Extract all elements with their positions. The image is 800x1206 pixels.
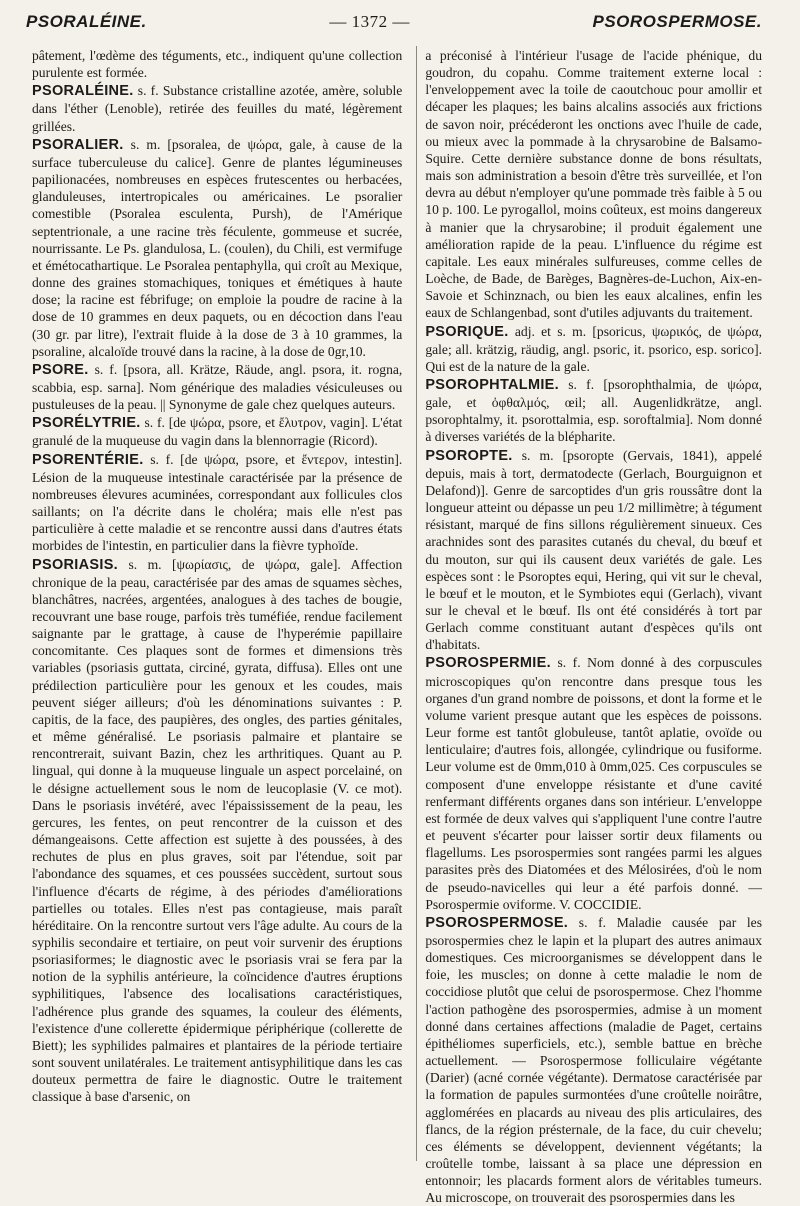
running-head-right: PSOROSPERMOSE. <box>592 12 762 31</box>
entry-text: pâtement, l'œdème des téguments, etc., indiquent qu'une collection purulente est formée. <box>32 48 403 81</box>
entry-text: s. m. [psoropte (Gervais, 1841), appelé depuis, mais à tort, dermatodecte (Gerlach, Bourguignon et Delafond)]. Genre de sarcoptides d'un gris roussâtre dont la longueur atteint ou dépasse un peu 1/2 millimètre; à tégument résistant, marqué de fins sillons régulièrement sinueux. Ces arachnides sont des parasites cutanés du cheval, du bœuf et du mouton, sur qui ils causent deux variétés de gale. Les espèces sont : le Psoroptes equi, Hering, qui vit sur le cheval, le bœuf et le mouton, et le Symbiotes equi (Gerlach), vivant sur le cheval et le bœuf. Ils ont été considérés à tort par Gerlach comme constituant autant d'espèces qu'ils ont d'habitats. <box>425 447 762 653</box>
dictionary-entry <box>32 451 402 555</box>
dictionary-entry <box>425 447 762 654</box>
entry-text: s. m. [psoralea, de ψώρα, gale, à cause de la surface tuberculeuse du calice]. Genre de plantes légumineuses papilionacées, nombreuses en espèces frutescentes ou herbacées, glanduleuses, intertropicales ou américaines. Le psoralier comestible (Psoralea esculenta, Pursh), de l'Amérique septentrionale, a une racine très féculente, gommeuse et sucrée, nourrissante. Le Ps. glandulosa, L. (coulen), du Chili, est vermifuge et émétocathartique. Le Psoralea pentaphylla, qui croît au Mexique, donne des graines stomachiques, toniques et émétiques à haute dose; la racine est fébrifuge; on emploie la poudre de racine à la dose de 10 grammes en deux paquets, ou en décoction dans l'eau (30 gr. par litre), l'extrait fluide à la dose de 3 à 10 grammes, la psoraline, alcaloïde trouvé dans la racine, à la dose de 0gr,10. <box>32 136 403 359</box>
entry-text: s. f. [de ψώρα, psore, et ἔντερον, intestin]. Lésion de la muqueuse intestinale caractérisée par la présence de nombreuses élevures acuminées, correspondant aux follicules clos saillants; on l'a décrite dans le choléra; mais elle n'est pas particulière à cette maladie et se rencontre aussi dans d'autres états morbides de l'intestin, en particulier dans la fièvre typhoïde. <box>32 451 403 554</box>
dictionary-entry <box>32 556 402 1106</box>
entry-text: s. f. Substance cristalline azotée, amère, soluble dans l'éther (Lenoble), retirée des feuilles du maté, légèrement grillées. <box>32 83 403 134</box>
entry-headword: PSORIQUE. <box>425 323 509 340</box>
page-number: — 1372 — <box>329 12 410 31</box>
dictionary-entry <box>32 47 402 81</box>
entry-text: a préconisé à l'intérieur l'usage de l'acide phénique, du goudron, du copahu. Comme traitement externe local : l'enveloppement avec la toile de caoutchouc pour amollir et décaper les plaques; les bains alcalins associés aux frictions de savon noir, précéderont les onctions avec l'huile de cade, ou mieux avec la pommade à la chrysarobine de Balsamo-Squire. Cette dernière substance donne de bons résultats, mais son administration a besoin d'être très surveillée, et l'on devra au début n'employer qu'une pommade très faible à 5 ou 10 p. 100. Le pyrogallol, moins coûteux, est moins dangereux à manier que la chrysarobine; il produit également une amélioration rapide de la peau. L'influence du régime est capitale. Les eaux minérales sulfureuses, comme celles de Loèche, de Bade, de Barèges, Bagnères-de-Luchon, Aix-en-Savoie et Schinznach, ou bien les eaux alcalines, enfin les eaux de Schlangenbad, sont d'utiles adjuvants du traitement. <box>425 48 762 321</box>
entry-text: s. f. [de ψώρα, psore, et ἔλυτρον, vagin]. L'état granulé de la muqueuse du vagin dans la blennorragie (Ricord). <box>32 415 403 449</box>
entry-text: s. f. Nom donné à des corpuscules microscopiques qu'on rencontre dans presque tous les organes d'un grand nombre de poissons, et dont la forme et le volume varient presque autant que les espèces de poissons. Leur forme est tantôt globuleuse, tantôt aplatie, ovoïde ou lenticulaire; d'autres fois, allongée, cylindrique ou fusiforme. Leur volume est de 0mm,010 à 0mm,025. Ces corpuscules se composent d'une enveloppe résistante et d'une cavité renfermant différents organes dans son intérieur. L'enveloppe est formée de deux valves qui s'appliquent l'une contre l'autre et peuvent s'écarter pour laisser sortir deux filaments ou flagellums. Les psorospermies sont rangées parmi les algues parasites près des Diatomées et des Mélosirées, d'où le nom de pseudo-navicelles qui leur a été parfois donné. — Psorospermie oviforme. V. COCCIDIE. <box>425 655 762 912</box>
entry-headword: PSORALIER. <box>32 136 124 153</box>
dictionary-entry <box>32 361 402 413</box>
dictionary-entry <box>32 414 402 449</box>
entry-headword: PSORALÉINE. <box>32 83 134 100</box>
entry-headword: PSORIASIS. <box>32 556 118 573</box>
left-column <box>26 46 402 1161</box>
entry-headword: PSOROSPERMIE. <box>425 655 551 672</box>
running-head-left: PSORALÉINE. <box>26 12 147 31</box>
entry-text: s. f. Maladie causée par les psorospermies chez le lapin et la plupart des autres animaux domestiques. Ces microorganismes se développent dans le foie, les muscles; on donne à cette maladie le nom de coccidiose plutôt que celui de psorospermose. Chez l'homme l'action pathogène des psorospermies, admise à un moment donné dans certaines affections (maladie de Paget, certains épithéliomes superficiels, etc.), semble battue en brèche actuellement. — Psorospermose folliculaire végétante (Darier) (acné cornée végétante). Dermatose caractérisée par la formation de papules surmontées d'une croûtelle noirâtre, agglomérées en placards au niveau des plis articulaires, des flancs, de la région présternale, de la face, du cuir chevelu; ces éléments se développent, deviennent végétants; la croûtelle tombe, laissant à sa place une dépression en entonnoir; les placards forment alors de véritables tumeurs. Au microscope, on trouverait des psorospermies dans les <box>425 914 762 1206</box>
right-column <box>416 46 762 1206</box>
dictionary-entry <box>425 914 762 1206</box>
dictionary-entry <box>425 376 762 446</box>
entry-text: s. f. [psorophthalmia, de ψώρα, gale, et ὀφθαλμός, œil; all. Augenlidkrätze, angl. psorophtalmy, it. psorottalmia, esp. soroftalmia]. Nom donné à diverses variétés de la blépharite. <box>425 376 762 445</box>
entry-headword: PSOROPHTALMIE. <box>425 376 559 393</box>
entry-headword: PSOROSPERMOSE. <box>425 914 569 931</box>
entry-headword: PSORÉLYTRIE. <box>32 415 141 432</box>
entry-text: s. m. [ψωρίασις, de ψώρα, gale]. Affection chronique de la peau, caractérisée par des amas de squames sèches, blanchâtres, nacrées, argentées, analogues à des taches de bougie, recouvrant une base rouge, parfois très tuméfiée, rendue facilement saignante par le grattage, à cause de l'hyperémie papillaire concomitante. Ces plaques sont de formes et dimensions très variables (psoriasis guttata, circiné, gyrata, diffusa). Elles ont une prédilection particulière pour les genoux et les coudes, mais peuvent siéger ailleurs; d'où les dénominations suivantes : P. capitis, de la face, des paupières, des ongles, des parties génitales, et même généralisé. Le psoriasis palmaire et plantaire se rencontrerait, suivant Bazin, chez les arthritiques. Quant au P. lingual, qui donne à la muqueuse linguale un aspect porcelainé, on le désigne actuellement sous le nom de leucoplasie (V. ce mot). Dans le psoriasis invétéré, avec l'épaississement de la peau, les gercures, les fentes, on peut rencontrer de la cuisson et des démangeaisons. Cette affection est sujette à des poussées, à des rechutes de plus en plus graves, soit par l'étendue, soit par l'abondance des squames, et ces poussées succèdent, surtout sous l'influence d'écarts de régime, à des périodes d'améliorations partielles ou totales. Elles n'est pas contagieuse, mais paraît héréditaire. On la rencontre surtout vers l'âge adulte. Au cours de la syphilis secondaire et tertiaire, on peut voir survenir des éruptions psoriasiformes; le diagnostic avec le psoriasis vrai se fera par la notion de la syphilis antérieure, la coïncidence d'autres éruptions syphilitiques, l'absence des localisations caractéristiques, l'adhérence plus grande des squames, la couleur des éléments, l'existence d'une collerette épidermique périphérique (collerette de Biett); les syphilides palmaires et plantaires de la période tertiaire sont souvent unilatérales. Le traitement antisyphilitique dans les cas douteux permettra de faire le diagnostic. Outre le traitement classique à base d'arsenic, on <box>32 556 403 1105</box>
dictionary-entry <box>32 136 402 360</box>
entry-text: adj. et s. m. [psoricus, ψωρικός, de ψώρα, gale; all. krätzig, räudig, angl. psoric, it. psorico, esp. sorico]. Qui est de la nature de la gale. <box>425 323 762 374</box>
entry-headword: PSORENTÉRIE. <box>32 451 144 468</box>
dictionary-entry <box>425 654 762 912</box>
entry-headword: PSOROPTE. <box>425 447 513 464</box>
dictionary-entry <box>425 47 762 322</box>
entry-headword: PSORE. <box>32 361 89 378</box>
page-header <box>26 12 762 46</box>
entry-text: s. f. [psora, all. Krätze, Räude, angl. psora, it. rogna, scabbia, esp. sarna]. Nom générique des maladies vésiculeuses ou pustuleuses de la peau. || Synonyme de gale chez quelques auteurs. <box>32 361 403 413</box>
dictionary-entry <box>32 82 402 134</box>
text-columns <box>26 46 762 1206</box>
dictionary-entry <box>425 323 762 375</box>
